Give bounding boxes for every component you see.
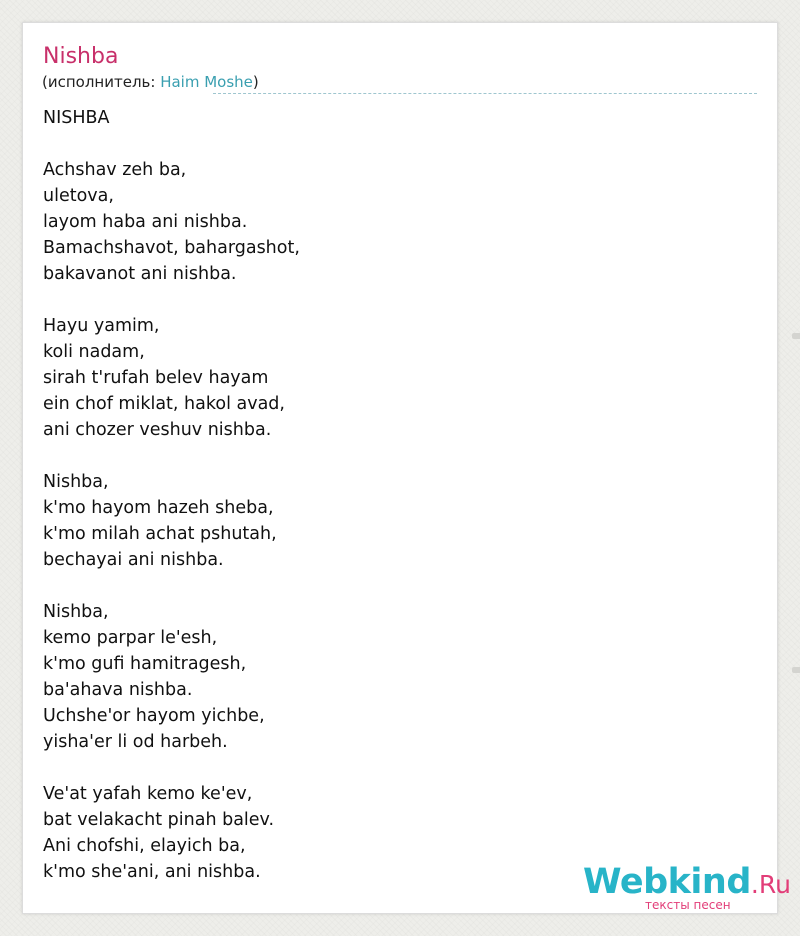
lyrics-blank-line [43,755,743,781]
logo-tagline: тексты песен [645,898,731,912]
edge-decoration [792,667,800,673]
artist-line [42,72,259,92]
lyrics-line: k'mo hayom hazeh sheba, [43,498,274,518]
lyrics-line: bechayai ani nishba. [43,550,224,570]
lyrics-line: Achshav zeh ba, [43,160,187,180]
lyrics-line: NISHBA [43,108,110,128]
title-divider [213,93,757,94]
lyrics-line: k'mo she'ani, ani nishba. [43,862,261,882]
lyrics-line: kemo parpar le'esh, [43,628,218,648]
lyrics-line: k'mo gufi hamitragesh, [43,654,247,674]
lyrics-line: bat velakacht pinah balev. [43,810,275,830]
lyrics-line: Uchshe'or hayom yichbe, [43,706,265,726]
lyrics-card [22,22,778,914]
song-title: Nishba [43,44,119,69]
lyrics-line: Ve'at yafah kemo ke'ev, [43,784,253,804]
lyrics-blank-line [43,573,743,599]
lyrics-blank-line [43,131,743,157]
lyrics-line: ba'ahava nishba. [43,680,193,700]
lyrics-blank-line [43,287,743,313]
lyrics-line: ani chozer veshuv nishba. [43,420,272,440]
artist-suffix: ) [252,73,259,91]
logo-tld: .Ru [750,870,791,899]
lyrics-line: bakavanot ani nishba. [43,264,237,284]
lyrics-line: uletova, [43,186,114,206]
lyrics-line: Nishba, [43,602,109,622]
lyrics-line: Bamachshavot, bahargashot, [43,238,300,258]
artist-link[interactable]: Haim Moshe [160,73,253,91]
lyrics-line: Nishba, [43,472,109,492]
lyrics-line: ein chof miklat, hakol avad, [43,394,285,414]
artist-prefix: (исполнитель: [42,73,161,91]
lyrics-line: yisha'er li od harbeh. [43,732,228,752]
lyrics-line: Ani chofshi, elayich ba, [43,836,246,856]
lyrics-line: sirah t'rufah belev hayam [43,368,269,388]
lyrics-line: koli nadam, [43,342,145,362]
lyrics-line: layom haba ani nishba. [43,212,248,232]
logo-name: Webkind [583,862,751,902]
lyrics-text [43,105,743,885]
site-logo[interactable] [583,862,791,918]
lyrics-line: Hayu yamim, [43,316,160,336]
lyrics-blank-line [43,443,743,469]
edge-decoration [792,333,800,339]
lyrics-line: k'mo milah achat pshutah, [43,524,277,544]
